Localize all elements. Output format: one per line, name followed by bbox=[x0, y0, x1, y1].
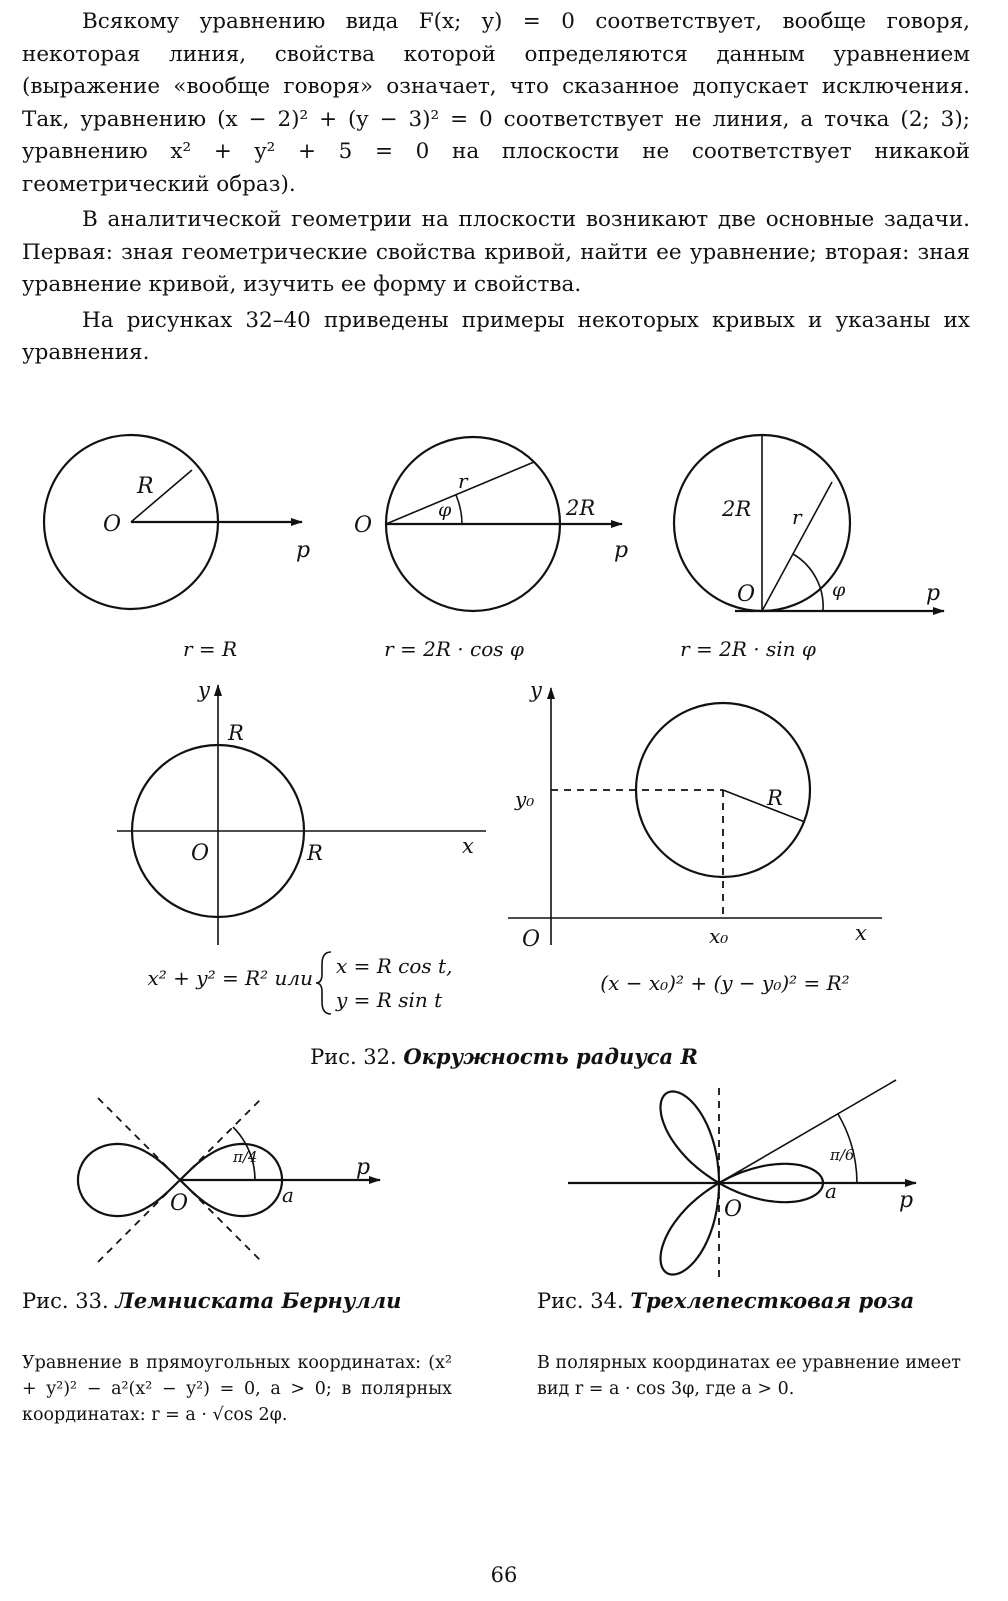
figure-33-lemniscate bbox=[78, 1098, 380, 1262]
figure-34-caption bbox=[537, 1286, 967, 1316]
caption-34-number: Рис. 34. bbox=[537, 1289, 624, 1313]
label-O: O bbox=[522, 927, 541, 952]
label-R-right: R bbox=[307, 841, 323, 865]
figure-32d bbox=[117, 678, 486, 1014]
param-line-1: x = R cos t, bbox=[336, 954, 453, 978]
label-p: p bbox=[614, 538, 629, 563]
label-O: O bbox=[103, 512, 122, 537]
page-number: 66 bbox=[490, 1563, 518, 1587]
label-O: O bbox=[170, 1191, 189, 1216]
caption-34-title: Трехлепестковая роза bbox=[630, 1288, 915, 1313]
figure-32c bbox=[674, 435, 944, 661]
label-x: x bbox=[462, 834, 474, 858]
formula-e: (x − x₀)² + (y − y₀)² = R² bbox=[600, 971, 850, 995]
angle-arc-b bbox=[456, 495, 462, 524]
figure-33-text: Уравнение в прямоугольных координатах: (x² + y²)² − a²(x² − y²) = 0, a > 0; в полярных координатах: r = a · √cos 2φ. bbox=[22, 1353, 452, 1425]
figure-34-text: В полярных координатах ее уравнение имеет вид r = a · cos 3φ, где a > 0. bbox=[537, 1353, 961, 1399]
label-2R: 2R bbox=[566, 496, 596, 520]
formula-d: x² + y² = R² или bbox=[147, 966, 313, 990]
label-a: a bbox=[825, 1179, 837, 1203]
caption-33-title: Лемниската Бернулли bbox=[115, 1288, 402, 1313]
label-x: x bbox=[855, 921, 867, 945]
label-2R: 2R bbox=[722, 497, 752, 521]
intro-paragraph-1: Всякому уравнению вида F(x; y) = 0 соответствует, вообще говоря, некоторая линия, свойства которой определяются данным уравнением (выражение «вообще говоря» означает, что сказанное допускает исключения. Так, уравнению (x − 2)² + (y − 3)² = 0 соответствует не линия, а точка (2; 3); уравнению x² + y² + 5 = 0 на плоскости не соответствует никакой геометрический образ). bbox=[22, 9, 970, 197]
label-a: a bbox=[282, 1183, 294, 1207]
intro-paragraph-3: На рисунках 32–40 приведены примеры некоторых кривых и указаны их уравнения. bbox=[22, 307, 970, 365]
caption-33-number: Рис. 33. bbox=[22, 1289, 109, 1313]
intro-paragraph-2: В аналитической геометрии на плоскости возникают две основные задачи. Первая: зная геометрические свойства кривой, найти ее уравнение; вторая: зная уравнение кривой, изучить ее форму и свойства. bbox=[22, 207, 970, 297]
label-y0: y₀ bbox=[515, 787, 535, 811]
label-p: p bbox=[926, 581, 941, 606]
label-phi: φ bbox=[438, 499, 452, 521]
figure-32-caption bbox=[0, 1044, 1008, 1069]
angle-label-33: π/4 bbox=[233, 1148, 258, 1166]
label-p: p bbox=[296, 538, 311, 563]
formula-a: r = R bbox=[182, 637, 238, 661]
figure-32e bbox=[508, 678, 882, 995]
label-R-top: R bbox=[228, 721, 244, 745]
brace bbox=[316, 952, 331, 1014]
label-r: r bbox=[458, 469, 468, 493]
angle-label-34: π/6 bbox=[830, 1146, 855, 1164]
label-phi: φ bbox=[832, 579, 846, 601]
figure-32b bbox=[354, 437, 628, 661]
label-R: R bbox=[767, 786, 783, 810]
param-line-2: y = R sin t bbox=[336, 988, 443, 1012]
label-O: O bbox=[191, 841, 210, 866]
formula-b: r = 2R · cos φ bbox=[384, 637, 524, 661]
label-y: y bbox=[530, 678, 542, 702]
label-O: O bbox=[737, 582, 756, 607]
label-y: y bbox=[198, 678, 210, 702]
label-p: p bbox=[356, 1155, 371, 1180]
label-O: O bbox=[724, 1197, 743, 1222]
label-O: O bbox=[354, 513, 373, 538]
radius-e bbox=[723, 790, 805, 822]
caption-32-number: Рис. 32. bbox=[310, 1045, 397, 1069]
figure-34-rose bbox=[568, 1080, 916, 1278]
figure-32a bbox=[44, 435, 310, 661]
caption-32-title: Окружность радиуса R bbox=[403, 1044, 698, 1069]
label-r: r bbox=[792, 505, 802, 529]
formula-c: r = 2R · sin φ bbox=[680, 637, 816, 661]
figure-33-caption bbox=[22, 1286, 462, 1316]
label-p: p bbox=[899, 1188, 914, 1213]
label-x0: x₀ bbox=[709, 924, 729, 948]
label-R: R bbox=[137, 474, 154, 499]
